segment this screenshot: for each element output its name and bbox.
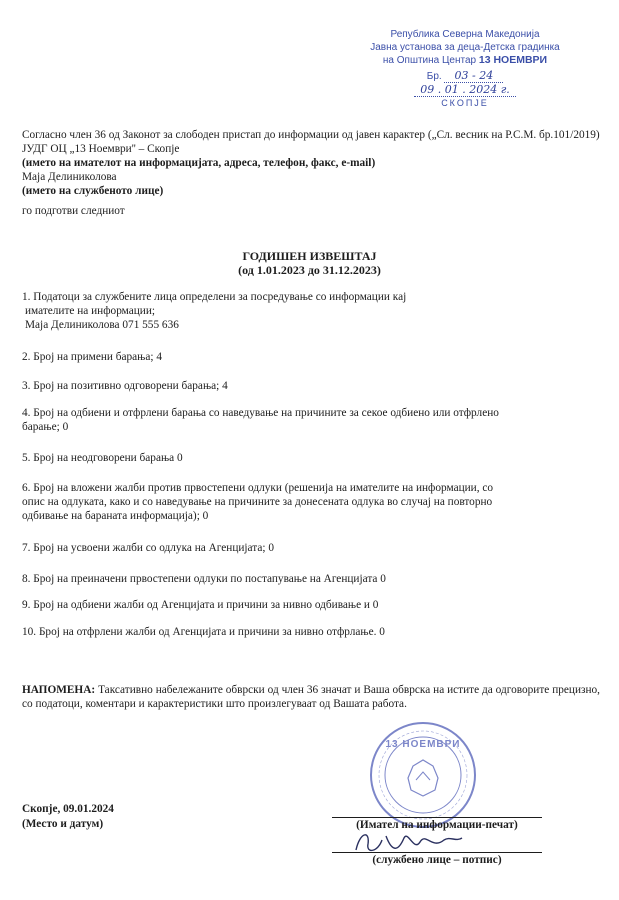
- list-item-4: [22, 406, 602, 434]
- holder-seal-caption: (Имател на информации-печат): [332, 817, 542, 832]
- stamp-line-municipality: [355, 54, 575, 67]
- seal-center-text: 13 НОЕМВРИ: [385, 739, 461, 750]
- holder-caption: (името на имателот на информацијата, адреса, телефон, факс, e-mail): [22, 157, 376, 169]
- stamp-date-value: 09 . 01 . 2024 г.: [414, 83, 516, 97]
- stamp-kindergarten-name: 13 НОЕМВРИ: [478, 54, 548, 66]
- item-6-line-3: одбивање на бараната информација); 0: [22, 510, 209, 522]
- seal-graphic: [368, 720, 478, 830]
- stamp-line-republic: Република Северна Македонија: [390, 29, 540, 40]
- note-paragraph: [22, 683, 600, 711]
- list-item-3: 3. Број на позитивно одговорени барања; 4: [22, 380, 228, 392]
- item-4-line-2: барање; 0: [22, 421, 69, 433]
- list-item-6: [22, 481, 602, 523]
- item-1-line-1: 1. Податоци за службените лица определени за посредување со информации кај: [22, 291, 407, 303]
- place-date-caption: (Место и датум): [22, 818, 104, 830]
- item-6-line-1: 6. Број на вложени жалби против првостепени одлуки (решенија на имателите на информации, со: [22, 482, 494, 494]
- list-item-10: 10. Број на отфрлени жалби од Агенцијата и причини за нивно отфрлање. 0: [22, 626, 385, 638]
- signature-caption: (службено лице – потпис): [332, 852, 542, 867]
- stamp-line-institution: Јавна установа за деца-Детска градинка: [370, 42, 560, 53]
- report-title: ГОДИШЕН ИЗВЕШТАЈ: [242, 249, 377, 263]
- item-1-line-3: Маја Делиниколова 071 555 636: [25, 319, 179, 331]
- registration-stamp: [355, 28, 575, 110]
- official-name: Маја Делиниколова: [22, 171, 117, 183]
- law-reference: Согласно член 36 од Законот за слободен пристап до информации од јавен карактер („Сл. весник на Р.С.М. бр.101/2019): [22, 129, 600, 141]
- list-item-8: 8. Број на преиначени првостепени одлуки по постапување на Агенцијата 0: [22, 573, 386, 585]
- note-label: НАПОМЕНА:: [22, 684, 96, 696]
- place-date: Скопје, 09.01.2024: [22, 803, 114, 815]
- prepared-text: го подготви следниот: [22, 205, 125, 217]
- official-caption: (името на службеното лице): [22, 185, 164, 197]
- stamp-municipality: на Општина Центар: [382, 55, 477, 66]
- stamp-number-row: [355, 69, 575, 83]
- list-item-7: 7. Број на усвоени жалби со одлука на Агенцијата; 0: [22, 542, 274, 554]
- note-text: Таксативно набележаните обврски од член 36 значат и Ваша обврска на истите да одговорите прецизно, со податоци, коментари и карактеристики што произлегуваат од Вашата работа.: [22, 684, 600, 710]
- round-seal: [368, 720, 478, 830]
- stamp-date-row: [355, 83, 575, 97]
- item-4-line-1: 4. Број на одбиени и отфрлени барања со наведување на причините за секое одбиено или отфрлено: [22, 407, 499, 419]
- list-item-5: 5. Број на неодговорени барања 0: [22, 452, 183, 464]
- stamp-number-value: 03 - 24: [444, 69, 503, 83]
- item-1-line-2: имателите на информации;: [25, 305, 156, 317]
- intro-block: [22, 128, 602, 218]
- stamp-city: СКОПЈЕ: [441, 98, 489, 108]
- list-item-2: 2. Број на примени барања; 4: [22, 351, 162, 363]
- item-6-line-2: опис на одлуката, како и со наведување на причините за донесената одлука во случај на повторно: [22, 496, 493, 508]
- report-period: (од 1.01.2023 до 31.12.2023): [238, 263, 381, 277]
- holder-name: ЈУДГ ОЦ „13 Ноември'' – Скопје: [22, 143, 180, 155]
- list-item-9: 9. Број на одбиени жалби од Агенцијата и причини за нивно одбивање и 0: [22, 599, 379, 611]
- stamp-number-label: Бр.: [426, 71, 442, 82]
- list-item-1: [22, 290, 602, 332]
